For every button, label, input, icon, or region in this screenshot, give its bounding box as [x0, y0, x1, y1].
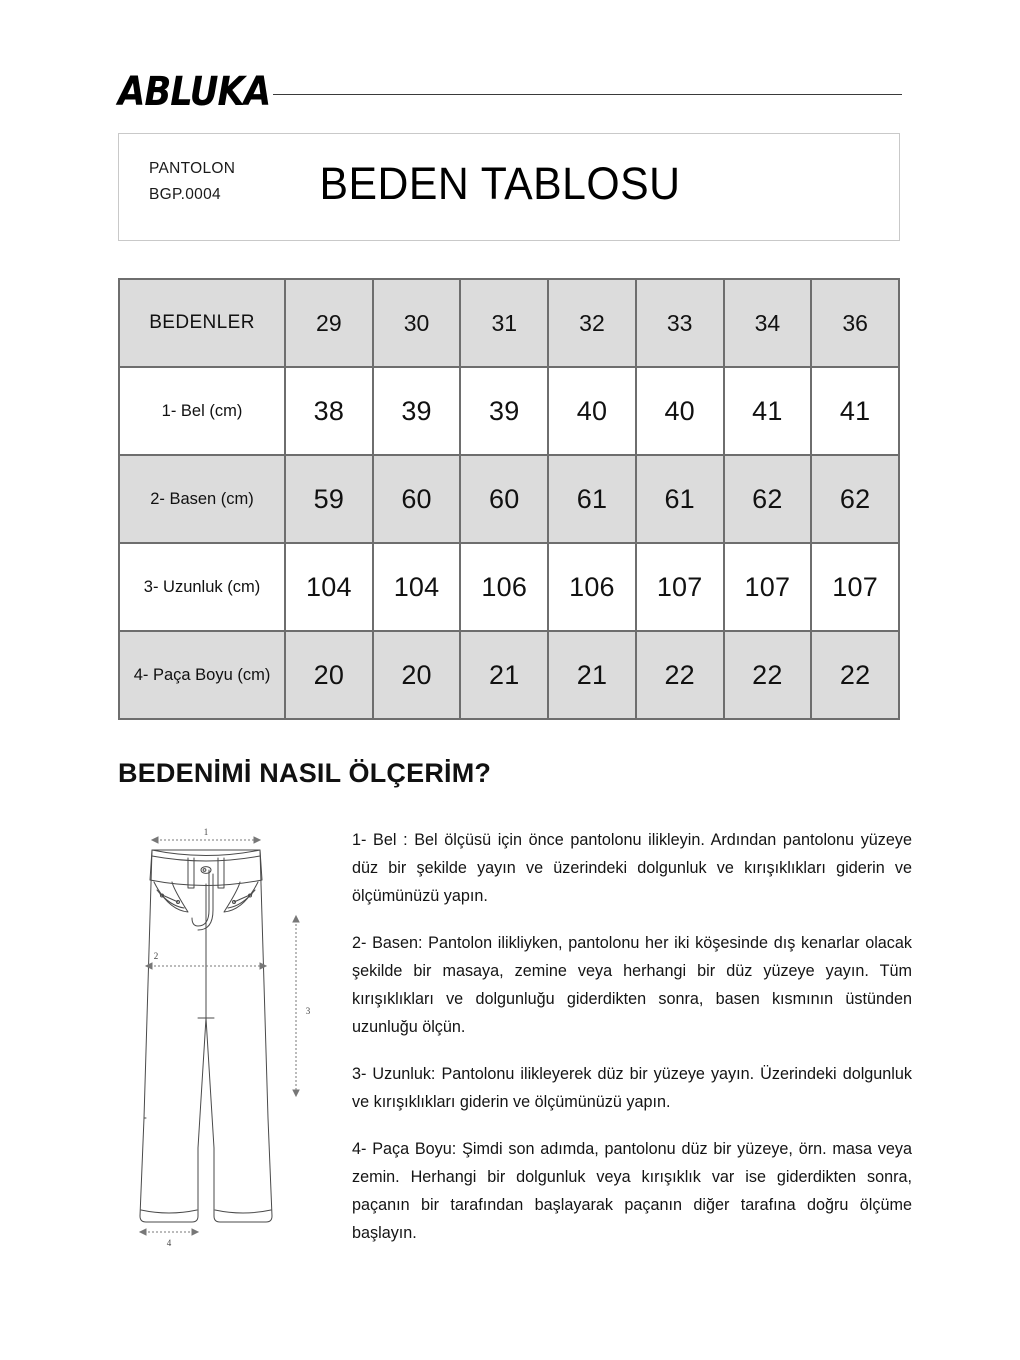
cell-basen-34: 62 [725, 456, 811, 542]
table-row [120, 368, 898, 454]
row-label-bel: 1- Bel (cm) [120, 368, 284, 454]
header-cell-bedenler: BEDENLER [120, 280, 284, 366]
cell-basen-32: 61 [549, 456, 635, 542]
cell-uzunluk-29: 104 [286, 544, 372, 630]
cell-paca-34: 22 [725, 632, 811, 718]
product-code: BGP.0004 [149, 186, 221, 203]
instruction-step-paca-boyu: 4- Paça Boyu: Şimdi son adımda, pantolonu düz bir yüzeye, örn. masa veya zemin. Herhangi bir dolgunluk veya kırışıklık var ise giderdikten sonra, paçanın bir tarafından başlayarak paçanın diğer tarafına doğru ölçüme başlayın. [352, 1140, 912, 1242]
cell-bel-34: 41 [725, 368, 811, 454]
header-cell-size: 31 [461, 280, 547, 366]
cell-uzunluk-32: 106 [549, 544, 635, 630]
cell-paca-29: 20 [286, 632, 372, 718]
row-label-basen: 2- Basen (cm) [120, 456, 284, 542]
table-header-row [120, 280, 898, 366]
instruction-step-bel: 1- Bel : Bel ölçüsü için önce pantolonu ilikleyin. Ardından pantolonu yüzeye düz bir şekilde yayın ve üzerindeki dolgunluk ve kırışıklıkları giderin ve ölçümünüzü yapın. [352, 831, 912, 905]
header-rule [273, 94, 902, 95]
size-chart-table [118, 278, 900, 720]
header-cell-size: 33 [637, 280, 723, 366]
header-cell-size: 34 [725, 280, 811, 366]
abluka-logo: ABLUKA [118, 68, 271, 116]
diagram-marker-length: 3 [305, 1006, 311, 1016]
header-cell-size: 36 [812, 280, 898, 366]
cell-basen-29: 59 [286, 456, 372, 542]
cell-uzunluk-34: 107 [725, 544, 811, 630]
row-label-uzunluk: 3- Uzunluk (cm) [120, 544, 284, 630]
cell-uzunluk-31: 106 [461, 544, 547, 630]
cell-basen-30: 60 [374, 456, 460, 542]
diagram-marker-waist: 1 [203, 827, 209, 837]
table-row [120, 544, 898, 630]
diagram-marker-leg-opening: 4 [166, 1238, 172, 1248]
header-cell-size: 30 [374, 280, 460, 366]
cell-bel-33: 40 [637, 368, 723, 454]
cell-basen-36: 62 [812, 456, 898, 542]
header-cell-size: 29 [286, 280, 372, 366]
measuring-instructions [352, 826, 912, 1247]
product-category: PANTOLON [149, 160, 236, 177]
cell-uzunluk-33: 107 [637, 544, 723, 630]
document-title-box [118, 133, 900, 241]
table-row [120, 632, 898, 718]
cell-bel-30: 39 [374, 368, 460, 454]
cell-paca-30: 20 [374, 632, 460, 718]
cell-uzunluk-36: 107 [812, 544, 898, 630]
cell-paca-32: 21 [549, 632, 635, 718]
cell-bel-31: 39 [461, 368, 547, 454]
row-label-paca-boyu: 4- Paça Boyu (cm) [120, 632, 284, 718]
instruction-step-basen: 2- Basen: Pantolon ilikliyken, pantolonu her iki köşesinde dış kenarlar olacak şekilde bir masaya, zemine veya herhangi bir düz yüzeye yayın. Tüm kırışıklıkları ve dolgunluğu giderdikten sonra, basen kısmının üstünden uzunluğu ölçün. [352, 934, 912, 1036]
brand-header [118, 68, 902, 116]
page-title: BEDEN TABLOSU [319, 158, 681, 209]
cell-paca-31: 21 [461, 632, 547, 718]
cell-basen-31: 60 [461, 456, 547, 542]
cell-paca-33: 22 [637, 632, 723, 718]
how-to-measure-heading: BEDENİMİ NASIL ÖLÇERİM? [118, 758, 492, 788]
header-cell-size: 32 [549, 280, 635, 366]
pants-diagram [126, 818, 336, 1258]
cell-paca-36: 22 [812, 632, 898, 718]
cell-uzunluk-30: 104 [374, 544, 460, 630]
instruction-step-uzunluk: 3- Uzunluk: Pantolonu ilikleyerek düz bir yüzeye yayın. Üzerindeki dolgunluk ve kırışıklıkları giderin ve ölçümünüzü yapın. [352, 1065, 912, 1111]
table-row [120, 456, 898, 542]
cell-bel-32: 40 [549, 368, 635, 454]
cell-bel-29: 38 [286, 368, 372, 454]
diagram-marker-hip: 2 [153, 951, 159, 961]
cell-basen-33: 61 [637, 456, 723, 542]
cell-bel-36: 41 [812, 368, 898, 454]
